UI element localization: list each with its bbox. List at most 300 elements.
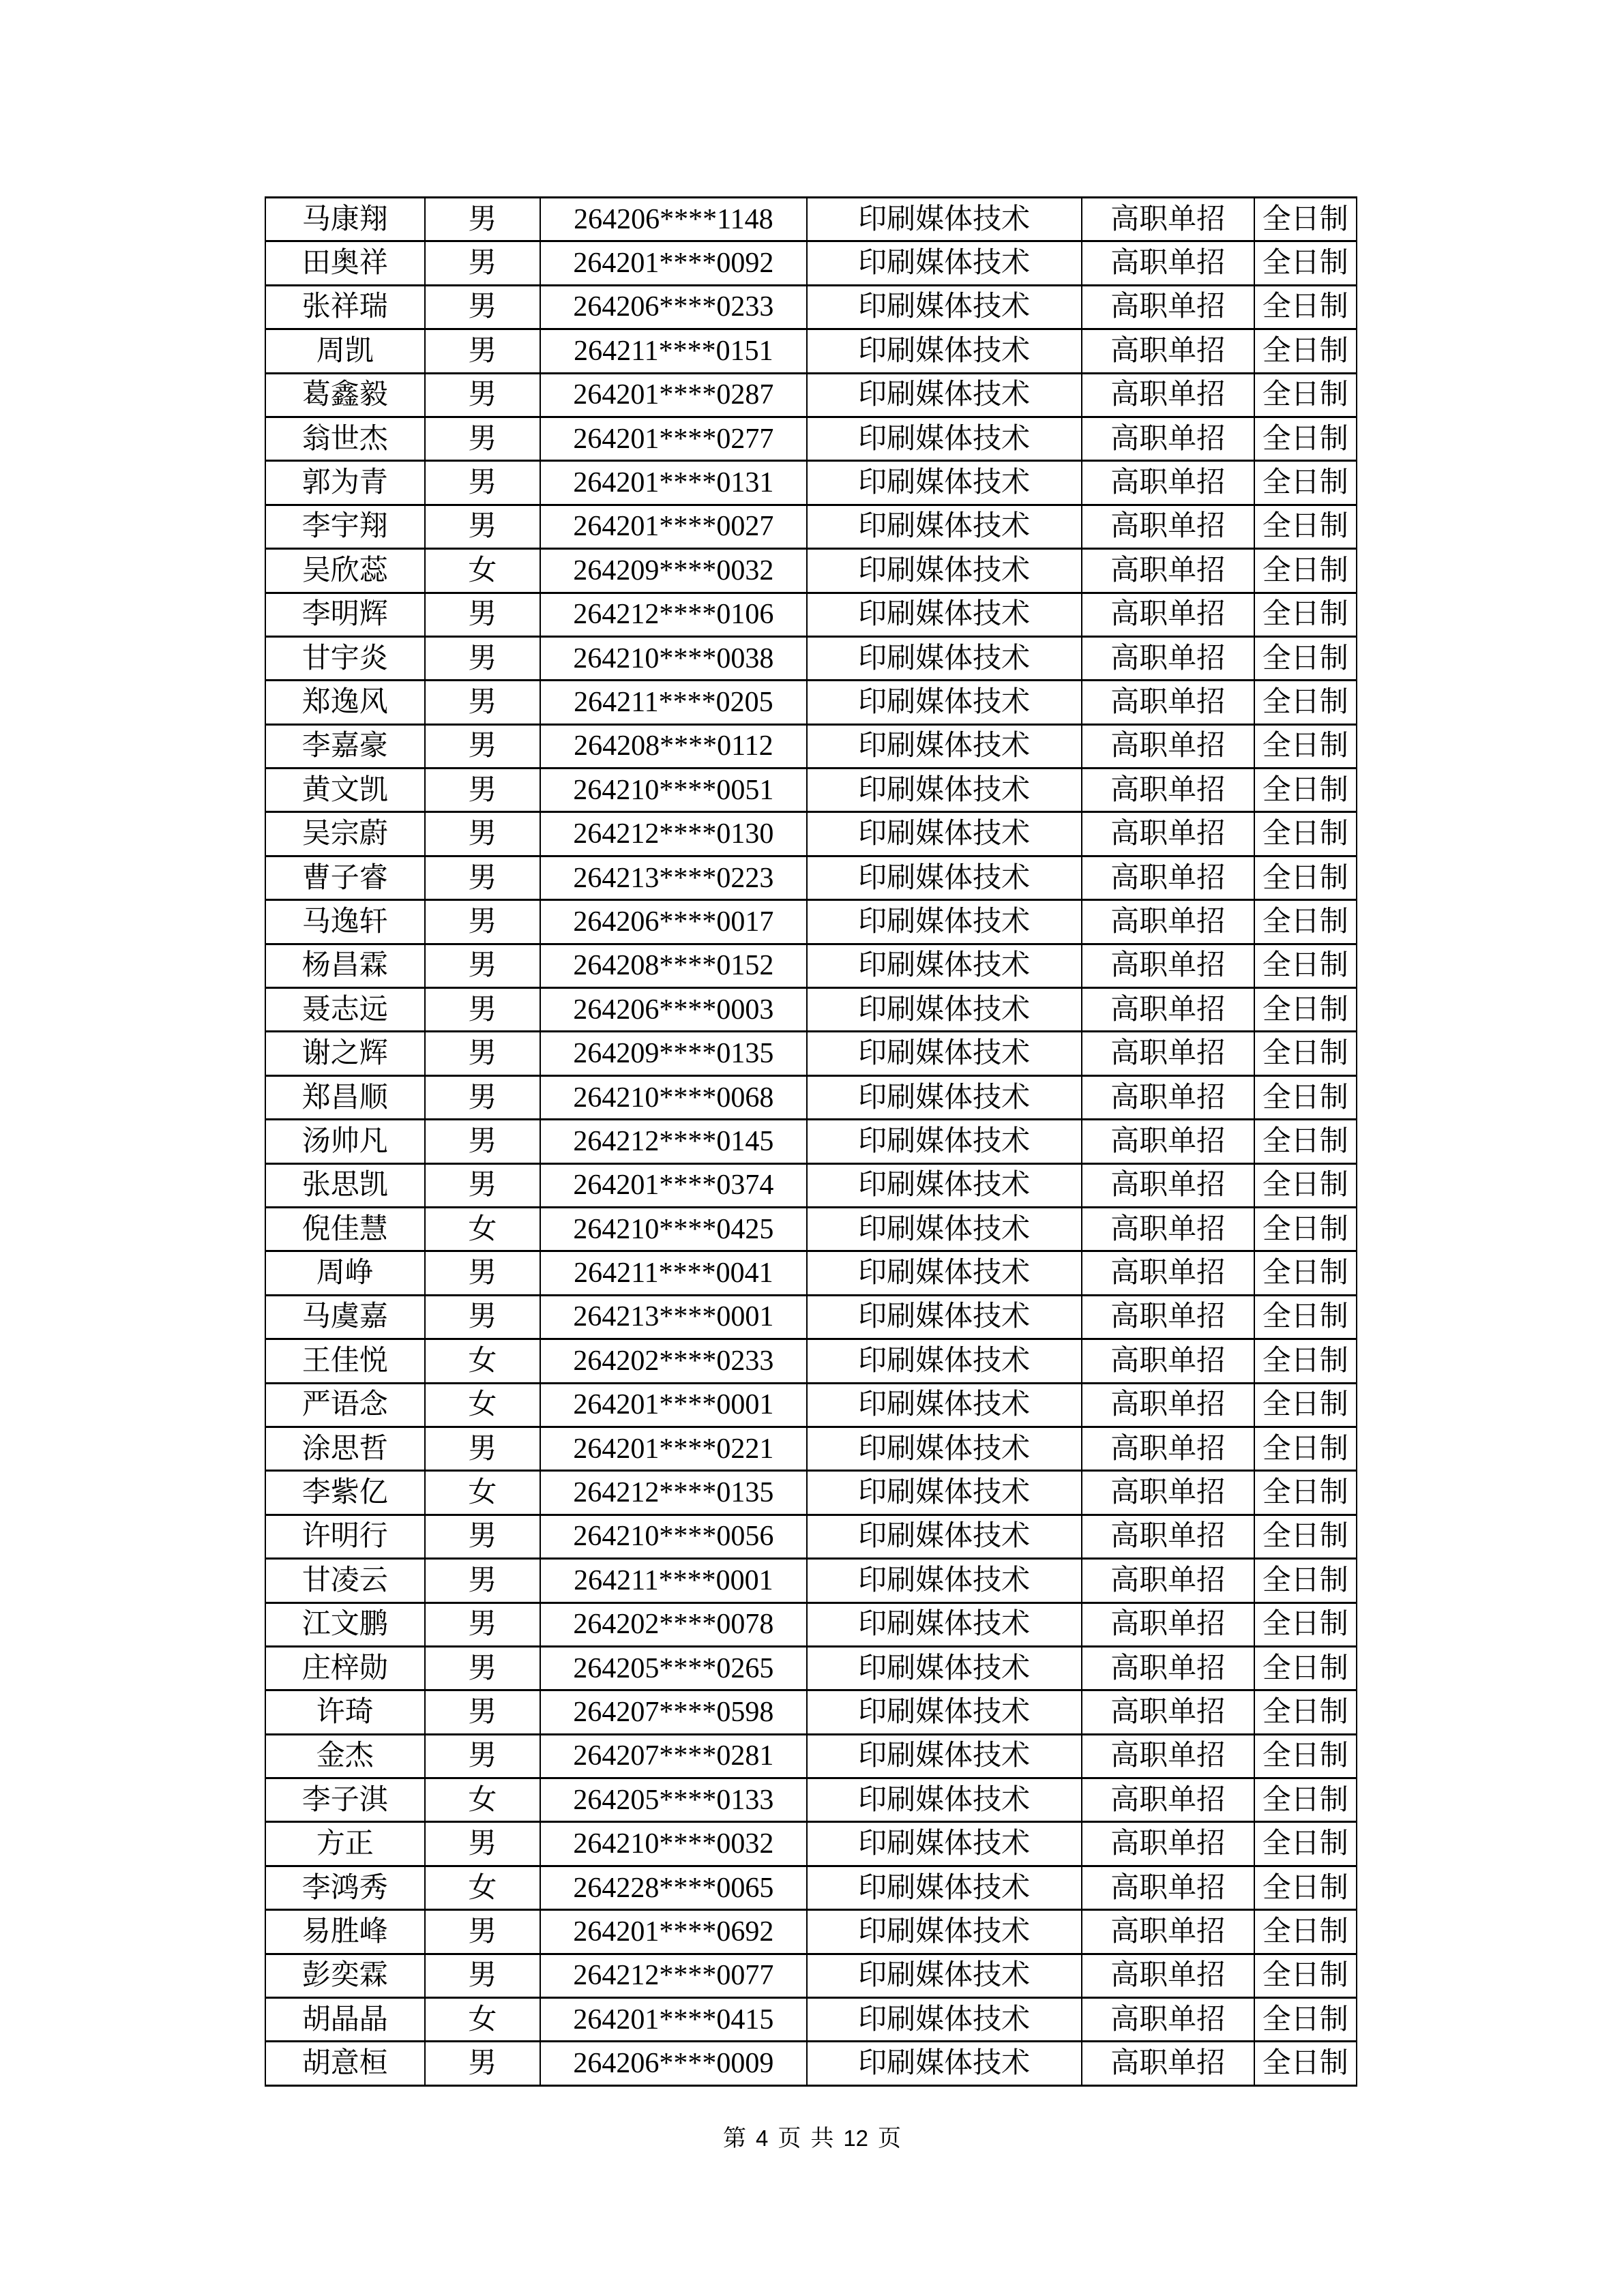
cell-student-name: 谢之辉 <box>265 1032 425 1075</box>
cell-admission-type: 高职单招 <box>1082 1339 1254 1383</box>
cell-student-name: 甘宇炎 <box>265 636 425 680</box>
cell-admission-type: 高职单招 <box>1082 1032 1254 1075</box>
cell-major: 印刷媒体技术 <box>807 1910 1082 1954</box>
cell-gender: 男 <box>425 944 541 987</box>
cell-major: 印刷媒体技术 <box>807 1734 1082 1778</box>
cell-study-mode: 全日制 <box>1254 329 1357 373</box>
cell-major: 印刷媒体技术 <box>807 1163 1082 1207</box>
cell-gender: 男 <box>425 1690 541 1734</box>
cell-study-mode: 全日制 <box>1254 944 1357 987</box>
cell-admission-type: 高职单招 <box>1082 1690 1254 1734</box>
cell-major: 印刷媒体技术 <box>807 856 1082 899</box>
table-row <box>265 1032 1357 1075</box>
table-row <box>265 1602 1357 1646</box>
cell-major: 印刷媒体技术 <box>807 329 1082 373</box>
footer-suffix: 页 <box>878 2126 902 2151</box>
cell-gender: 男 <box>425 724 541 768</box>
cell-gender: 女 <box>425 1778 541 1822</box>
cell-gender: 男 <box>425 1427 541 1470</box>
cell-gender: 女 <box>425 1471 541 1515</box>
cell-id-number: 264205****0133 <box>540 1778 806 1822</box>
cell-admission-type: 高职单招 <box>1082 549 1254 593</box>
cell-study-mode: 全日制 <box>1254 1734 1357 1778</box>
cell-gender: 男 <box>425 1251 541 1295</box>
cell-admission-type: 高职单招 <box>1082 1295 1254 1339</box>
cell-gender: 男 <box>425 329 541 373</box>
cell-admission-type: 高职单招 <box>1082 681 1254 724</box>
cell-major: 印刷媒体技术 <box>807 285 1082 329</box>
table-row <box>265 681 1357 724</box>
cell-major: 印刷媒体技术 <box>807 636 1082 680</box>
cell-student-name: 葛鑫毅 <box>265 373 425 417</box>
cell-study-mode: 全日制 <box>1254 417 1357 460</box>
cell-gender: 男 <box>425 417 541 460</box>
cell-id-number: 264206****0017 <box>540 900 806 944</box>
table-row <box>265 1163 1357 1207</box>
cell-student-name: 金杰 <box>265 1734 425 1778</box>
cell-student-name: 田奥祥 <box>265 241 425 285</box>
cell-study-mode: 全日制 <box>1254 1822 1357 1866</box>
cell-admission-type: 高职单招 <box>1082 198 1254 241</box>
cell-id-number: 264211****0041 <box>540 1251 806 1295</box>
cell-study-mode: 全日制 <box>1254 198 1357 241</box>
table-row <box>265 1251 1357 1295</box>
cell-student-name: 马虞嘉 <box>265 1295 425 1339</box>
cell-study-mode: 全日制 <box>1254 1515 1357 1558</box>
table-row <box>265 461 1357 505</box>
cell-study-mode: 全日制 <box>1254 1032 1357 1075</box>
cell-gender: 男 <box>425 2042 541 2086</box>
cell-id-number: 264207****0281 <box>540 1734 806 1778</box>
cell-gender: 男 <box>425 636 541 680</box>
cell-major: 印刷媒体技术 <box>807 1954 1082 1997</box>
cell-major: 印刷媒体技术 <box>807 1559 1082 1602</box>
cell-admission-type: 高职单招 <box>1082 373 1254 417</box>
cell-id-number: 264210****0051 <box>540 769 806 812</box>
table-row <box>265 417 1357 460</box>
footer-page-label: 页 <box>778 2126 801 2151</box>
cell-study-mode: 全日制 <box>1254 1954 1357 1997</box>
cell-admission-type: 高职单招 <box>1082 636 1254 680</box>
cell-study-mode: 全日制 <box>1254 1075 1357 1119</box>
cell-gender: 男 <box>425 681 541 724</box>
cell-student-name: 马康翔 <box>265 198 425 241</box>
cell-id-number: 264208****0112 <box>540 724 806 768</box>
cell-gender: 男 <box>425 1120 541 1163</box>
table-row <box>265 1822 1357 1866</box>
cell-student-name: 涂思哲 <box>265 1427 425 1470</box>
cell-major: 印刷媒体技术 <box>807 1295 1082 1339</box>
cell-study-mode: 全日制 <box>1254 1602 1357 1646</box>
cell-major: 印刷媒体技术 <box>807 373 1082 417</box>
table-row <box>265 285 1357 329</box>
cell-admission-type: 高职单招 <box>1082 1954 1254 1997</box>
cell-study-mode: 全日制 <box>1254 769 1357 812</box>
cell-study-mode: 全日制 <box>1254 681 1357 724</box>
cell-major: 印刷媒体技术 <box>807 241 1082 285</box>
cell-major: 印刷媒体技术 <box>807 1251 1082 1295</box>
table-row <box>265 1207 1357 1251</box>
cell-id-number: 264201****0092 <box>540 241 806 285</box>
roster-table-body <box>265 198 1357 2086</box>
cell-admission-type: 高职单招 <box>1082 769 1254 812</box>
table-row <box>265 198 1357 241</box>
cell-student-name: 王佳悦 <box>265 1339 425 1383</box>
cell-id-number: 264212****0135 <box>540 1471 806 1515</box>
cell-student-name: 易胜峰 <box>265 1910 425 1954</box>
cell-student-name: 李鸿秀 <box>265 1866 425 1909</box>
footer-page-number: 4 <box>755 2126 769 2151</box>
cell-student-name: 许琦 <box>265 1690 425 1734</box>
cell-admission-type: 高职单招 <box>1082 1866 1254 1909</box>
cell-major: 印刷媒体技术 <box>807 944 1082 987</box>
table-row <box>265 1383 1357 1427</box>
cell-gender: 男 <box>425 461 541 505</box>
cell-gender: 男 <box>425 1163 541 1207</box>
cell-major: 印刷媒体技术 <box>807 505 1082 548</box>
cell-gender: 男 <box>425 593 541 636</box>
table-row <box>265 1646 1357 1690</box>
cell-gender: 女 <box>425 1998 541 2042</box>
cell-gender: 男 <box>425 241 541 285</box>
cell-major: 印刷媒体技术 <box>807 593 1082 636</box>
cell-id-number: 264210****0038 <box>540 636 806 680</box>
cell-major: 印刷媒体技术 <box>807 461 1082 505</box>
cell-major: 印刷媒体技术 <box>807 1778 1082 1822</box>
cell-gender: 男 <box>425 1734 541 1778</box>
cell-major: 印刷媒体技术 <box>807 1383 1082 1427</box>
cell-id-number: 264211****0205 <box>540 681 806 724</box>
cell-admission-type: 高职单招 <box>1082 900 1254 944</box>
cell-student-name: 张祥瑞 <box>265 285 425 329</box>
cell-student-name: 黄文凯 <box>265 769 425 812</box>
table-row <box>265 1910 1357 1954</box>
cell-student-name: 曹子睿 <box>265 856 425 899</box>
table-row <box>265 1734 1357 1778</box>
cell-student-name: 方正 <box>265 1822 425 1866</box>
cell-admission-type: 高职单招 <box>1082 505 1254 548</box>
cell-admission-type: 高职单招 <box>1082 1120 1254 1163</box>
cell-major: 印刷媒体技术 <box>807 549 1082 593</box>
cell-admission-type: 高职单招 <box>1082 461 1254 505</box>
table-row <box>265 1427 1357 1470</box>
cell-student-name: 庄梓勋 <box>265 1646 425 1690</box>
cell-major: 印刷媒体技术 <box>807 724 1082 768</box>
cell-study-mode: 全日制 <box>1254 1646 1357 1690</box>
cell-admission-type: 高职单招 <box>1082 1207 1254 1251</box>
cell-study-mode: 全日制 <box>1254 988 1357 1032</box>
cell-student-name: 郑昌顺 <box>265 1075 425 1119</box>
cell-gender: 女 <box>425 1339 541 1383</box>
cell-study-mode: 全日制 <box>1254 724 1357 768</box>
cell-major: 印刷媒体技术 <box>807 1120 1082 1163</box>
cell-id-number: 264211****0001 <box>540 1559 806 1602</box>
cell-student-name: 彭奕霖 <box>265 1954 425 1997</box>
cell-admission-type: 高职单招 <box>1082 1471 1254 1515</box>
cell-admission-type: 高职单招 <box>1082 1602 1254 1646</box>
cell-id-number: 264212****0106 <box>540 593 806 636</box>
cell-admission-type: 高职单招 <box>1082 724 1254 768</box>
cell-gender: 男 <box>425 373 541 417</box>
table-row <box>265 1471 1357 1515</box>
cell-study-mode: 全日制 <box>1254 1295 1357 1339</box>
table-row <box>265 1778 1357 1822</box>
cell-major: 印刷媒体技术 <box>807 2042 1082 2086</box>
cell-student-name: 李宇翔 <box>265 505 425 548</box>
cell-student-name: 严语念 <box>265 1383 425 1427</box>
table-row <box>265 329 1357 373</box>
cell-id-number: 264201****0131 <box>540 461 806 505</box>
cell-study-mode: 全日制 <box>1254 1778 1357 1822</box>
cell-id-number: 264206****0009 <box>540 2042 806 2086</box>
cell-study-mode: 全日制 <box>1254 505 1357 548</box>
cell-admission-type: 高职单招 <box>1082 1778 1254 1822</box>
table-row <box>265 988 1357 1032</box>
cell-id-number: 264201****0374 <box>540 1163 806 1207</box>
cell-student-name: 许明行 <box>265 1515 425 1558</box>
page-footer <box>0 2119 1624 2153</box>
cell-study-mode: 全日制 <box>1254 461 1357 505</box>
table-row <box>265 1295 1357 1339</box>
cell-id-number: 264201****0277 <box>540 417 806 460</box>
cell-major: 印刷媒体技术 <box>807 900 1082 944</box>
cell-student-name: 甘凌云 <box>265 1559 425 1602</box>
cell-id-number: 264206****0003 <box>540 988 806 1032</box>
cell-study-mode: 全日制 <box>1254 1471 1357 1515</box>
table-row <box>265 1954 1357 1997</box>
cell-major: 印刷媒体技术 <box>807 198 1082 241</box>
cell-admission-type: 高职单招 <box>1082 856 1254 899</box>
cell-gender: 男 <box>425 900 541 944</box>
cell-admission-type: 高职单招 <box>1082 1734 1254 1778</box>
cell-student-name: 吴宗蔚 <box>265 812 425 856</box>
table-row <box>265 1998 1357 2042</box>
table-row <box>265 593 1357 636</box>
cell-id-number: 264202****0233 <box>540 1339 806 1383</box>
cell-study-mode: 全日制 <box>1254 373 1357 417</box>
cell-id-number: 264212****0077 <box>540 1954 806 1997</box>
cell-gender: 男 <box>425 812 541 856</box>
cell-id-number: 264210****0032 <box>540 1822 806 1866</box>
cell-study-mode: 全日制 <box>1254 1690 1357 1734</box>
cell-major: 印刷媒体技术 <box>807 1032 1082 1075</box>
cell-student-name: 倪佳慧 <box>265 1207 425 1251</box>
table-row <box>265 1339 1357 1383</box>
table-row <box>265 505 1357 548</box>
cell-admission-type: 高职单招 <box>1082 1998 1254 2042</box>
cell-student-name: 李子淇 <box>265 1778 425 1822</box>
cell-admission-type: 高职单招 <box>1082 285 1254 329</box>
cell-study-mode: 全日制 <box>1254 812 1357 856</box>
cell-id-number: 264201****0027 <box>540 505 806 548</box>
cell-gender: 男 <box>425 856 541 899</box>
cell-student-name: 吴欣蕊 <box>265 549 425 593</box>
student-roster-table <box>265 196 1357 2087</box>
cell-student-name: 杨昌霖 <box>265 944 425 987</box>
cell-gender: 男 <box>425 505 541 548</box>
cell-study-mode: 全日制 <box>1254 1427 1357 1470</box>
cell-major: 印刷媒体技术 <box>807 1471 1082 1515</box>
table-row <box>265 769 1357 812</box>
cell-study-mode: 全日制 <box>1254 1383 1357 1427</box>
cell-gender: 男 <box>425 988 541 1032</box>
cell-admission-type: 高职单招 <box>1082 593 1254 636</box>
cell-id-number: 264201****0287 <box>540 373 806 417</box>
table-row <box>265 1515 1357 1558</box>
cell-major: 印刷媒体技术 <box>807 812 1082 856</box>
table-row <box>265 812 1357 856</box>
cell-study-mode: 全日制 <box>1254 241 1357 285</box>
cell-admission-type: 高职单招 <box>1082 1822 1254 1866</box>
table-row <box>265 1075 1357 1119</box>
cell-admission-type: 高职单招 <box>1082 1075 1254 1119</box>
cell-major: 印刷媒体技术 <box>807 1427 1082 1470</box>
cell-student-name: 汤帅凡 <box>265 1120 425 1163</box>
cell-id-number: 264206****0233 <box>540 285 806 329</box>
cell-study-mode: 全日制 <box>1254 1559 1357 1602</box>
cell-id-number: 264201****0001 <box>540 1383 806 1427</box>
cell-student-name: 聂志远 <box>265 988 425 1032</box>
table-row <box>265 1559 1357 1602</box>
cell-student-name: 李紫亿 <box>265 1471 425 1515</box>
cell-major: 印刷媒体技术 <box>807 681 1082 724</box>
cell-admission-type: 高职单招 <box>1082 1251 1254 1295</box>
cell-id-number: 264209****0032 <box>540 549 806 593</box>
cell-admission-type: 高职单招 <box>1082 329 1254 373</box>
cell-study-mode: 全日制 <box>1254 1339 1357 1383</box>
table-row <box>265 373 1357 417</box>
cell-student-name: 李嘉豪 <box>265 724 425 768</box>
cell-student-name: 胡晶晶 <box>265 1998 425 2042</box>
cell-gender: 男 <box>425 769 541 812</box>
cell-admission-type: 高职单招 <box>1082 1646 1254 1690</box>
cell-major: 印刷媒体技术 <box>807 1822 1082 1866</box>
cell-gender: 男 <box>425 1954 541 1997</box>
table-row <box>265 1866 1357 1909</box>
cell-id-number: 264213****0223 <box>540 856 806 899</box>
cell-study-mode: 全日制 <box>1254 1120 1357 1163</box>
cell-id-number: 264206****1148 <box>540 198 806 241</box>
cell-gender: 男 <box>425 198 541 241</box>
footer-total-label: 共 <box>810 2126 834 2151</box>
cell-student-name: 张思凯 <box>265 1163 425 1207</box>
cell-gender: 男 <box>425 1822 541 1866</box>
cell-study-mode: 全日制 <box>1254 593 1357 636</box>
cell-admission-type: 高职单招 <box>1082 417 1254 460</box>
cell-gender: 男 <box>425 1515 541 1558</box>
cell-gender: 女 <box>425 1866 541 1909</box>
cell-study-mode: 全日制 <box>1254 2042 1357 2086</box>
cell-id-number: 264202****0078 <box>540 1602 806 1646</box>
cell-id-number: 264209****0135 <box>540 1032 806 1075</box>
table-row <box>265 241 1357 285</box>
cell-id-number: 264212****0130 <box>540 812 806 856</box>
cell-study-mode: 全日制 <box>1254 1910 1357 1954</box>
cell-study-mode: 全日制 <box>1254 1866 1357 1909</box>
cell-study-mode: 全日制 <box>1254 856 1357 899</box>
cell-study-mode: 全日制 <box>1254 1207 1357 1251</box>
cell-student-name: 周凯 <box>265 329 425 373</box>
cell-major: 印刷媒体技术 <box>807 1075 1082 1119</box>
table-row <box>265 1690 1357 1734</box>
cell-gender: 男 <box>425 1295 541 1339</box>
cell-gender: 男 <box>425 1032 541 1075</box>
table-row <box>265 944 1357 987</box>
cell-id-number: 264207****0598 <box>540 1690 806 1734</box>
cell-study-mode: 全日制 <box>1254 1998 1357 2042</box>
cell-id-number: 264212****0145 <box>540 1120 806 1163</box>
cell-id-number: 264210****0056 <box>540 1515 806 1558</box>
cell-student-name: 马逸轩 <box>265 900 425 944</box>
cell-major: 印刷媒体技术 <box>807 1998 1082 2042</box>
cell-admission-type: 高职单招 <box>1082 1383 1254 1427</box>
cell-major: 印刷媒体技术 <box>807 1866 1082 1909</box>
cell-study-mode: 全日制 <box>1254 1163 1357 1207</box>
cell-gender: 男 <box>425 1075 541 1119</box>
cell-major: 印刷媒体技术 <box>807 1339 1082 1383</box>
cell-student-name: 郑逸风 <box>265 681 425 724</box>
cell-admission-type: 高职单招 <box>1082 812 1254 856</box>
cell-id-number: 264211****0151 <box>540 329 806 373</box>
cell-student-name: 郭为青 <box>265 461 425 505</box>
cell-admission-type: 高职单招 <box>1082 988 1254 1032</box>
cell-gender: 女 <box>425 1383 541 1427</box>
cell-id-number: 264210****0068 <box>540 1075 806 1119</box>
footer-prefix: 第 <box>722 2126 746 2151</box>
table-row <box>265 2042 1357 2086</box>
table-row <box>265 724 1357 768</box>
cell-student-name: 江文鹏 <box>265 1602 425 1646</box>
cell-admission-type: 高职单招 <box>1082 1427 1254 1470</box>
table-row <box>265 856 1357 899</box>
cell-id-number: 264201****0221 <box>540 1427 806 1470</box>
cell-admission-type: 高职单招 <box>1082 944 1254 987</box>
cell-major: 印刷媒体技术 <box>807 1602 1082 1646</box>
cell-major: 印刷媒体技术 <box>807 1207 1082 1251</box>
table-row <box>265 1120 1357 1163</box>
cell-student-name: 翁世杰 <box>265 417 425 460</box>
cell-major: 印刷媒体技术 <box>807 1690 1082 1734</box>
cell-study-mode: 全日制 <box>1254 285 1357 329</box>
cell-admission-type: 高职单招 <box>1082 241 1254 285</box>
cell-major: 印刷媒体技术 <box>807 988 1082 1032</box>
cell-study-mode: 全日制 <box>1254 900 1357 944</box>
cell-gender: 男 <box>425 285 541 329</box>
cell-admission-type: 高职单招 <box>1082 1910 1254 1954</box>
cell-admission-type: 高职单招 <box>1082 1515 1254 1558</box>
cell-gender: 男 <box>425 1646 541 1690</box>
cell-id-number: 264201****0692 <box>540 1910 806 1954</box>
cell-student-name: 胡意桓 <box>265 2042 425 2086</box>
cell-id-number: 264208****0152 <box>540 944 806 987</box>
cell-gender: 女 <box>425 549 541 593</box>
cell-gender: 男 <box>425 1910 541 1954</box>
cell-study-mode: 全日制 <box>1254 636 1357 680</box>
cell-admission-type: 高职单招 <box>1082 1559 1254 1602</box>
cell-major: 印刷媒体技术 <box>807 417 1082 460</box>
cell-id-number: 264205****0265 <box>540 1646 806 1690</box>
cell-student-name: 李明辉 <box>265 593 425 636</box>
cell-admission-type: 高职单招 <box>1082 2042 1254 2086</box>
cell-study-mode: 全日制 <box>1254 549 1357 593</box>
cell-id-number: 264228****0065 <box>540 1866 806 1909</box>
cell-study-mode: 全日制 <box>1254 1251 1357 1295</box>
cell-gender: 男 <box>425 1559 541 1602</box>
cell-major: 印刷媒体技术 <box>807 1646 1082 1690</box>
cell-major: 印刷媒体技术 <box>807 769 1082 812</box>
table-row <box>265 636 1357 680</box>
cell-gender: 女 <box>425 1207 541 1251</box>
